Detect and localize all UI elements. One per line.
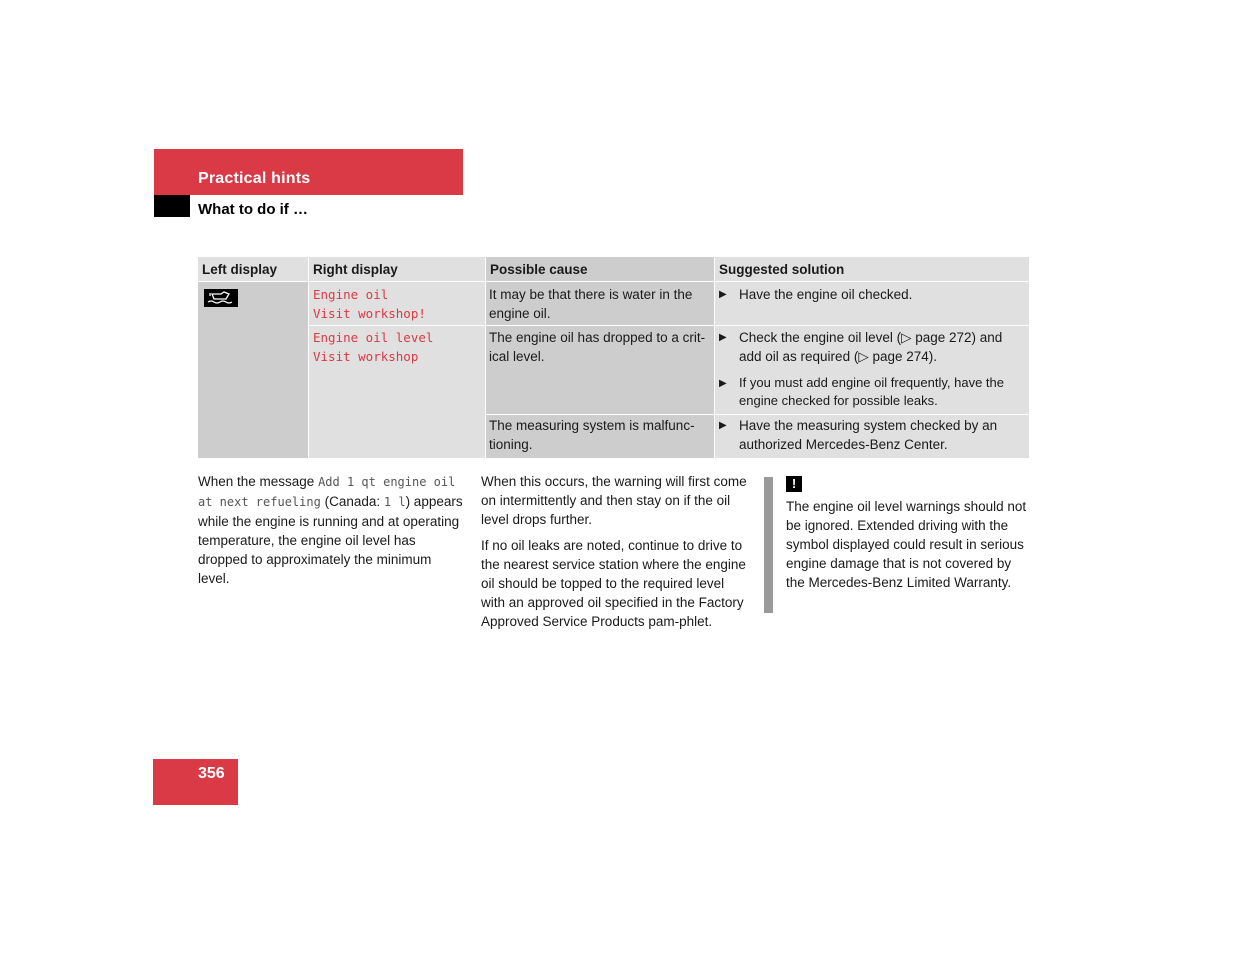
text-column-2 <box>481 472 747 638</box>
page-number-box <box>153 759 238 805</box>
solution-item: ▶ Check the engine oil level (▷ page 272) and add oil as required (▷ page 274). <box>719 330 1003 364</box>
right-display-msg-2 <box>309 326 485 458</box>
solution-cell <box>715 326 1029 414</box>
section-title: Practical hints <box>198 170 311 187</box>
notice-bar <box>764 477 773 613</box>
paragraph: When the message Add 1 qt engine oil at next refueling (Canada: 1 l) appears while the engine is running and at operating temperature, the engine oil level has dropped to approximately the minimum level. <box>198 474 463 586</box>
section-marker <box>154 195 190 217</box>
header-right-display: Right display <box>309 257 485 281</box>
header-suggested-solution: Suggested solution <box>715 257 1029 281</box>
text-column-1 <box>198 472 466 595</box>
header-left-display: Left display <box>198 257 308 281</box>
arrow-bullet-icon: ▶ <box>719 378 727 389</box>
left-display-cell <box>198 282 308 458</box>
paragraph: If no oil leaks are noted, continue to drive to the nearest service station where the engine oil should be topped to the required level with an approved oil specified in the Factory Approved Service Products pam-phlet. <box>481 538 746 629</box>
header-possible-cause: Possible cause <box>486 257 714 281</box>
cause-cell: It may be that there is water in the engine oil. <box>486 282 714 325</box>
arrow-bullet-icon: ▶ <box>719 332 727 343</box>
solution-item: ▶ Have the measuring system checked by an authorized Mercedes-Benz Center. <box>719 418 998 452</box>
subsection-title: What to do if … <box>198 201 308 218</box>
warning-exclamation-icon: ! <box>786 476 802 492</box>
cause-cell: The engine oil has dropped to a crit-ical level. <box>486 326 714 414</box>
page-number: 356 <box>198 765 225 782</box>
solution-item: ▶ Have the engine oil checked. <box>719 287 913 302</box>
solution-cell <box>715 415 1029 458</box>
display-message-line: Visit workshop! <box>313 306 426 321</box>
display-message-line: Visit workshop <box>313 349 419 364</box>
arrow-bullet-icon: ▶ <box>719 289 727 300</box>
notice-text: The engine oil level warnings should not be ignored. Extended driving with the symbol displayed could result in serious engine damage that is not covered by the Mercedes-Benz Limited Warranty. <box>786 499 1027 590</box>
paragraph: When this occurs, the warning will first come on intermittently and then stay on if the oil level drops further. <box>481 474 747 527</box>
arrow-bullet-icon: ▶ <box>719 420 727 431</box>
right-display-msg-1 <box>309 282 485 325</box>
solution-item: ▶ If you must add engine oil frequently, have the engine checked for possible leaks. <box>719 375 1004 408</box>
display-message-line: Engine oil level <box>313 330 434 345</box>
cause-cell: The measuring system is malfunc-tioning. <box>486 415 714 458</box>
engine-oil-icon <box>204 289 238 307</box>
solution-cell <box>715 282 1029 325</box>
display-message-line: Engine oil <box>313 287 389 302</box>
